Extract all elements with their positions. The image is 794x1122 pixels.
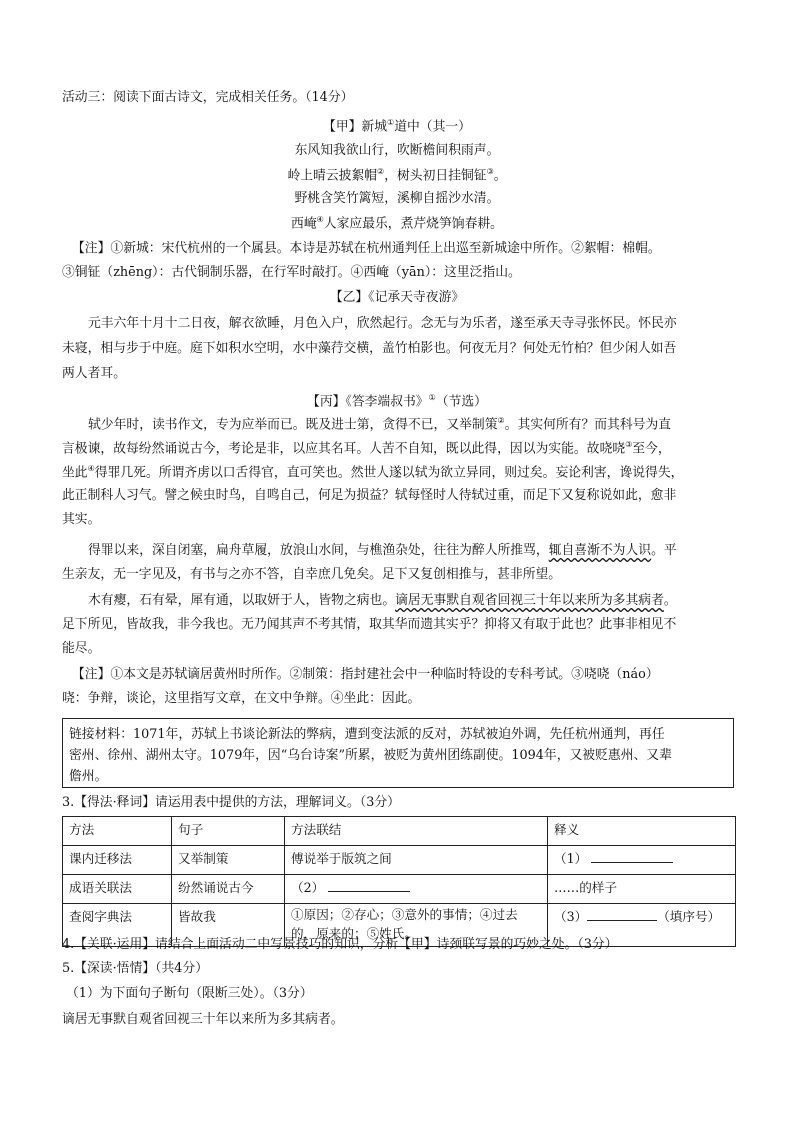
table-cell: ……的样子 [548,875,736,904]
table-header: 释义 [548,817,736,846]
table-cell: ①原因；②存心；③意外的事情；④过去的，原来的；⑤姓氏。 [285,904,548,947]
bing-p1-line-5: 其实。 [62,512,101,527]
table-cell: 傅说举于版筑之间 [285,846,548,875]
table-cell: （2） [285,875,548,904]
table-row [63,846,736,875]
answer-blank-1[interactable] [591,850,673,863]
q4: 4.【关联·运用】请结合上面活动二中写景技巧的知识，分析【甲】诗颈联写景的巧妙之处。（3分） [62,937,618,952]
table-cell: （1） [548,846,736,875]
bing-note-2: 哓：争辩，谈论，这里指写文章，在文中争辩。④坐此：因此。 [62,691,421,706]
poem-note-2: ③铜钲（zhēng）：古代铜制乐器，在行军时敲打。④西崦（yān）：这里泛指山。 [62,265,521,280]
underlined-phrase-1: 辄自喜渐不为人识 [548,543,652,558]
activity-heading: 活动三：阅读下面古诗文，完成相关任务。（14分） [62,90,354,105]
q3-title: 3.【得法·释词】请运用表中提供的方法，理解词义。（3分） [62,795,400,810]
poem-title: 【甲】新城①道中（其一） [323,118,471,135]
answer-blank-3[interactable] [587,908,657,921]
table-cell: 纷然诵说古今 [172,875,285,904]
poem-line-3: 野桃含笑竹篱短，溪柳自摇沙水清。 [294,191,500,206]
bing-p1-line-4: 此正制科人习气。譬之候虫时鸟，自鸣自己，何足为损益？轼每怪时人待轼过重，而足下又复称说如此，愈非 [62,488,677,503]
bing-p1-line-1: 轼少年时，读书作文，专为应举而已。既及进士第，贪得不已，又举制策②。其实何所有？而其科号为直 [88,416,672,433]
bing-p3-line-1: 木有瘿，石有晕，犀有通，以取妍于人，皆物之病也。谪居无事默自观省回视三十年以来所为多其病者。 [88,593,677,608]
bing-p2-line-2: 生亲友，无一字见及，有书与之亦不答，自幸庶几免矣。足下又复创相推与，甚非所望。 [62,567,562,582]
table-header-row [63,817,736,846]
q3-table [62,816,736,947]
poem-line-1: 东风知我欲山行，吹断檐间积雨声。 [294,143,500,158]
yi-line-3: 两人者耳。 [62,366,126,381]
q5-sub1: （1）为下面句子断句（限断三处）。（3分） [66,986,313,1001]
underlined-phrase-2: 谪居无事默自观省回视三十年以来所为多其病者 [395,593,664,608]
bing-p3-line-2: 足下所见，皆故我，非今我也。无乃闻其声不考其情，取其华而遗其实乎？抑将又有取于此也？此事非相见不 [62,617,677,632]
yi-line-2: 未寝，相与步于中庭。庭下如积水空明，水中藻荇交横，盖竹柏影也。何夜无月？何处无竹柏？但少闲人如吾 [62,341,677,356]
table-cell: 查阅字典法 [63,904,172,947]
table-header: 句子 [172,817,285,846]
bing-p3-line-3: 能尽。 [62,641,101,656]
table-cell: 成语关联法 [63,875,172,904]
table-cell: 又举制策 [172,846,285,875]
link-material-box [62,718,734,788]
link-line-3: 儋州。 [69,769,108,784]
q5-sentence: 谪居无事默自观省回视三十年以来所为多其病者。 [62,1012,344,1027]
bing-p2-line-1: 得罪以来，深自闭塞，扁舟草履，放浪山水间，与樵渔杂处，往往为醉人所推骂，辄自喜渐不为人识。平 [88,543,677,558]
link-line-1: 链接材料：1071年，苏轼上书谈论新法的弊病，遭到变法派的反对，苏轼被迫外调，先任杭州通判，再任 [69,727,665,742]
bing-p1-line-3: 坐此④得罪几死。所谓齐虏以口舌得官，直可笑也。然世人遂以轼为欲立异同，则过矣。妄论利害，谗说得失， [62,464,684,481]
table-row [63,875,736,904]
link-line-2: 密州、徐州、湖州太守。1079年，因“乌台诗案”所累，被贬为黄州团练副使。1094年，又被贬惠州、又辈 [69,748,672,763]
table-header: 方法联结 [285,817,548,846]
bing-p1-line-2: 言极谏，故每纷然诵说古今，考论是非，以应其名耳。人苦不自知，既以此得，因以为实能。故哓哓③至今， [62,440,671,457]
poem-note-1: 【注】①新城：宋代杭州的一个属县。本诗是苏轼在杭州通判任上出巡至新城途中所作。②絮帽：棉帽。 [72,241,661,256]
poem-line-4: 西崦④人家应最乐，煮芹烧笋饷春耕。 [291,215,503,232]
table-header: 方法 [63,817,172,846]
q5-title: 5.【深读·悟情】（共4分） [62,961,208,976]
poem-line-2: 岭上晴云披絮帽②，树头初日挂铜钲③。 [287,167,507,184]
table-cell: 课内迁移法 [63,846,172,875]
yi-title: 【乙】《记承天寺夜游》 [329,290,465,305]
bing-title: 【丙】《答李端叔书》①（节选） [307,393,487,410]
bing-note-1: 【注】①本文是苏轼谪居黄州时所作。②制策：指封建社会中一种临时特设的专科考试。③哓哓（náo） [72,667,659,682]
answer-blank-2[interactable] [328,879,410,892]
table-cell: （3） （填序号） [548,904,736,947]
table-cell: 皆故我 [172,904,285,947]
yi-line-1: 元丰六年十月十二日夜，解衣欲睡，月色入户，欣然起行。念无与为乐者，遂至承天寺寻张怀民。怀民亦 [88,316,677,331]
